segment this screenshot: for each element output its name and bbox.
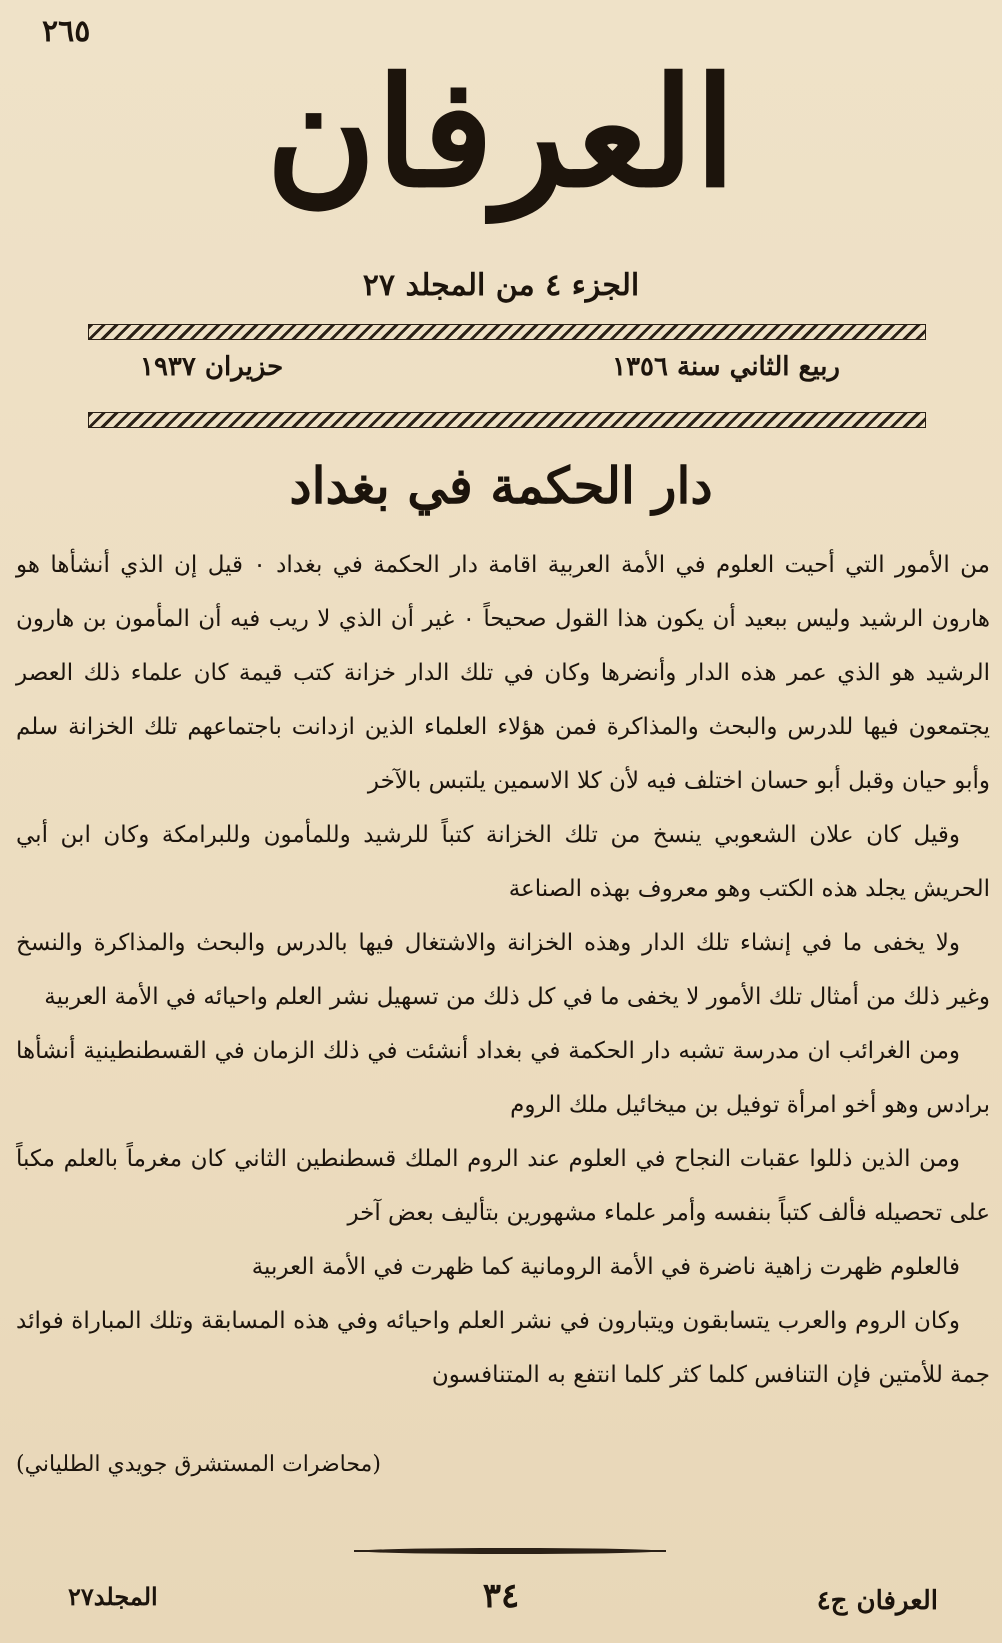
paragraph: ومن الذين ذللوا عقبات النجاح في العلوم عند الروم الملك قسطنطين الثاني كان مغرماً بالعلم مكباً على تحصيله فألف كتباً بنفسه وأمر علماء مشهورين بتأليف بعض آخر [16,1146,990,1226]
footer-journal: العرفان ج٤ [816,1586,938,1616]
masthead-title: العرفان [265,45,737,221]
hatched-divider-bottom [88,412,926,428]
hijri-date: ربيع الثاني سنة ١٣٥٦ [612,352,840,382]
date-row [140,352,840,392]
hatched-divider-top [88,324,926,340]
paragraph: وقيل كان علان الشعوبي ينسخ من تلك الخزانة كتباً للرشيد وللمأمون وللبرامكة وكان ابن أبي الحريش يجلد هذه الكتب وهو معروف بهذه الصناعة [16,822,990,902]
masthead [0,38,1002,228]
page-number-top: ٢٦٥ [42,14,91,49]
article-title: دار الحكمة في بغداد [289,456,713,515]
paragraph: من الأمور التي أحيت العلوم في الأمة العربية اقامة دار الحكمة في بغداد ٠ قيل إن الذي أنشأها هو هارون الرشيد وليس ببعيد أن يكون هذا القول صحيحاً ٠ غير أن الذي لا ريب فيه أن المأمون بن هارون الرشيد هو الذي عمر هذه الدار وأنضرها وكان في تلك الدار خزانة كتب قيمة كان علماء ذلك العصر يجتمعون فيها للدرس والبحث والمذاكرة فمن هؤلاء العلماء الذين ازدانت باجتماعهم تلك الخزانة سلم وأبو حيان وقبل أبو حسان اختلف فيه لأن كلا الاسمين يلتبس بالآخر [16,552,990,794]
paragraph: ومن الغرائب ان مدرسة تشبه دار الحكمة في بغداد أنشئت في ذلك الزمان في القسطنطينية أنشأها برادس وهو أخو امرأة توفيل بن ميخائيل ملك الروم [16,1038,990,1118]
gregorian-date: حزيران ١٩٣٧ [140,352,284,382]
paragraph: وكان الروم والعرب يتسابقون ويتبارون في نشر العلم واحيائه وفي هذه المسابقة وتلك المباراة فوائد جمة للأمتين فإن التنافس كلما كثر كلما انتفع به المتنافسون [16,1308,990,1388]
footer-volume: المجلد٢٧ [68,1582,158,1611]
paragraph: ولا يخفى ما في إنشاء تلك الدار وهذه الخزانة والاشتغال فيها بالدرس والبحث والمذاكرة والنسخ وغير ذلك من أمثال تلك الأمور لا يخفى ما في كل ذلك من تسهيل نشر العلم واحيائه في الأمة العربية [16,930,990,1010]
paragraph: فالعلوم ظهرت زاهية ناضرة في الأمة الرومانية كما ظهرت في الأمة العربية [251,1254,960,1280]
end-ornament [360,1548,660,1554]
article-body [16,538,990,1402]
issue-line: الجزء ٤ من المجلد ٢٧ [362,268,640,303]
footer-page-number: ٣٤ [482,1576,520,1616]
attribution: (محاضرات المستشرق جويدي الطلياني) [16,1452,381,1477]
